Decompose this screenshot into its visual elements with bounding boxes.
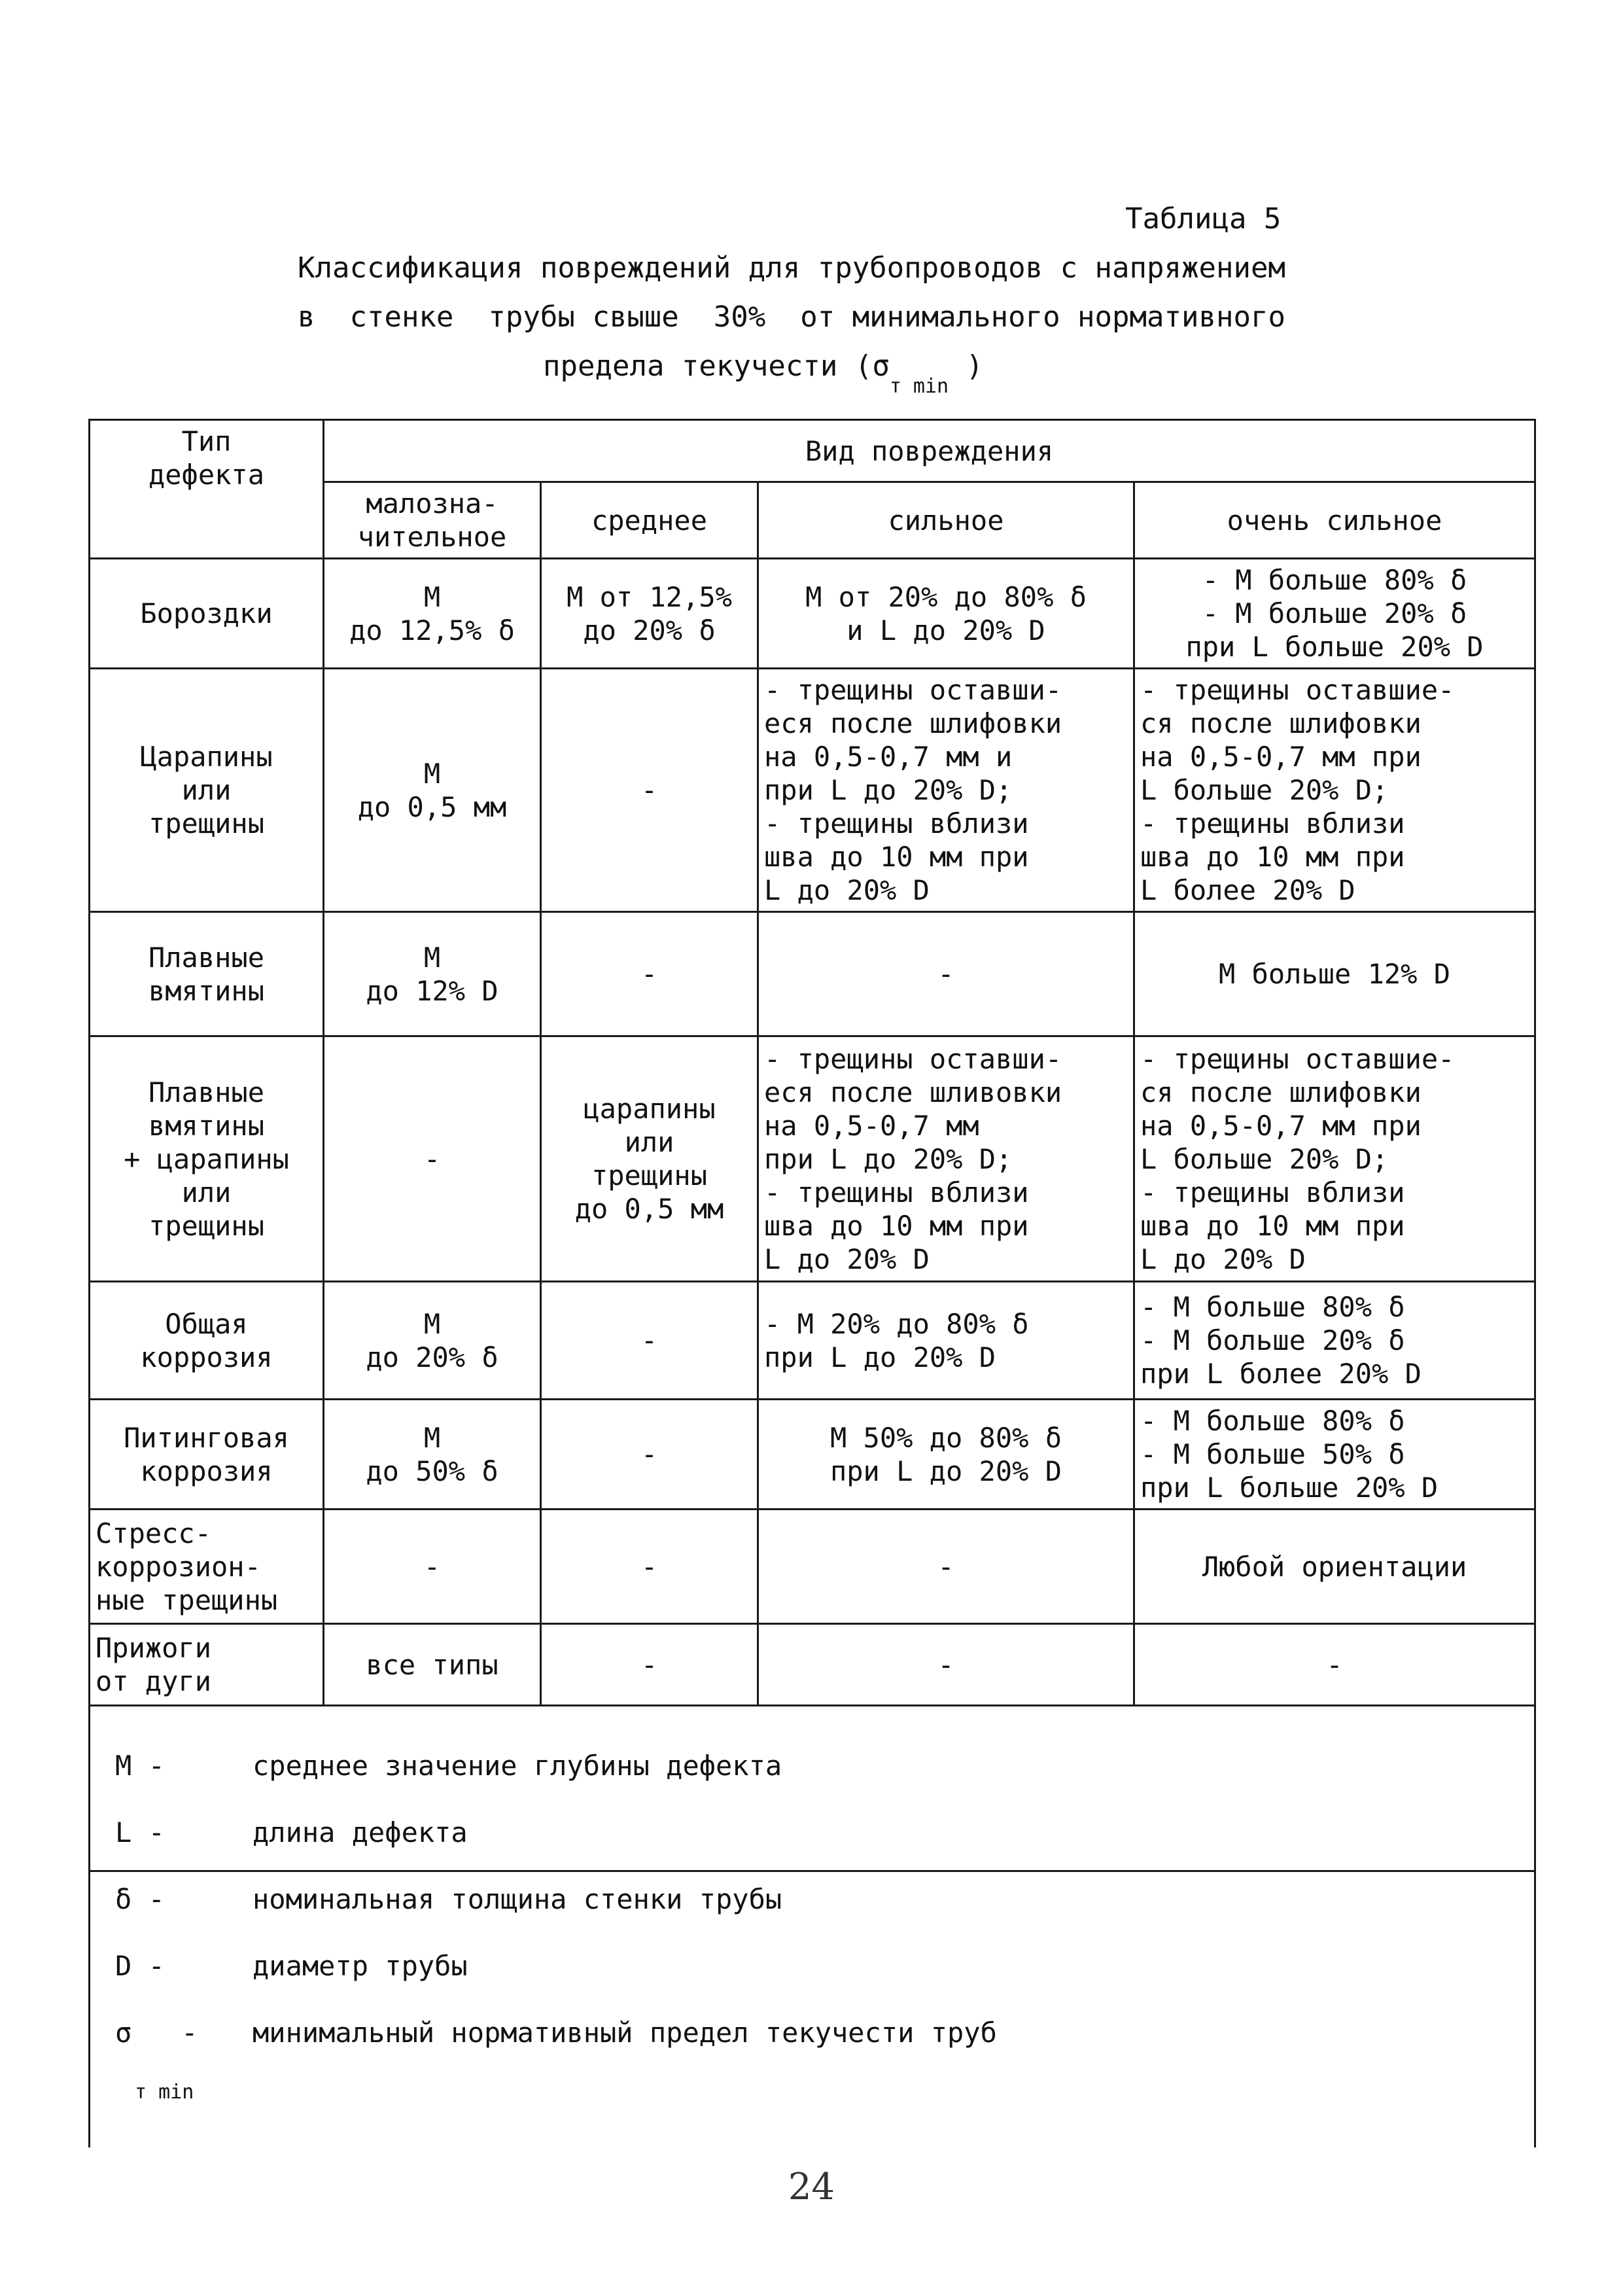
legend-text: среднее значение глубины дефекта	[253, 1750, 782, 1782]
legend-symbol: D -	[115, 1950, 165, 1982]
legend-text: диаметр трубы	[253, 1950, 468, 1982]
header-damage-kind: Вид повреждения	[324, 420, 1535, 482]
cell: М больше 12% D	[1134, 912, 1535, 1036]
legend-text: длина дефекта	[253, 1816, 468, 1848]
cell: М до 0,5 мм	[324, 669, 541, 912]
cell: -	[758, 1510, 1134, 1624]
table-row	[90, 1400, 1535, 1510]
cell: -	[541, 1282, 758, 1400]
cell: М 50% до 80% δ при L до 20% D	[758, 1400, 1134, 1510]
table-caption-line-3	[543, 347, 1623, 398]
table-caption-line-2: в стенке трубы свыше 30% от минимального нормативного	[298, 300, 1285, 334]
caption-text: предела текучести (σ	[543, 349, 890, 383]
row-type: Стресс- коррозион- ные трещины	[90, 1510, 324, 1624]
table-row	[90, 1282, 1535, 1400]
row-type: Плавные вмятины	[90, 912, 324, 1036]
cell: -	[324, 1036, 541, 1282]
cell: -	[541, 669, 758, 912]
legend-item	[115, 1949, 1508, 1983]
row-type: Бороздки	[90, 559, 324, 669]
table-row	[90, 559, 1535, 669]
cell: -	[541, 1624, 758, 1706]
header-level-minor: мaлозна- чительное	[324, 482, 541, 559]
legend-text: номинальная толщина стенки трубы	[253, 1883, 782, 1915]
cell: - трещины оставши- еся после шлифовки на 0,5-0,7 мм и при L до 20% D; - трещины вблизи шва до 10 мм при L до 20% D	[758, 669, 1134, 912]
cell: -	[324, 1510, 541, 1624]
row-type: Прижоги от дуги	[90, 1624, 324, 1706]
cell: - М больше 80% δ - М больше 50% δ при L больше 20% D	[1134, 1400, 1535, 1510]
cell: -	[1134, 1624, 1535, 1706]
cell: - М больше 80% δ - М больше 20% δ при L более 20% D	[1134, 1282, 1535, 1400]
legend	[90, 1706, 1535, 2148]
table-caption-line-1: Классификация повреждений для трубопроводов с напряжением	[298, 251, 1285, 285]
cell: -	[541, 912, 758, 1036]
cell: царапины или трещины до 0,5 мм	[541, 1036, 758, 1282]
header-level-very-severe: очень сильное	[1134, 482, 1535, 559]
cell: все типы	[324, 1624, 541, 1706]
cell: - М больше 80% δ - М больше 20% δ при L больше 20% D	[1134, 559, 1535, 669]
row-type: Царапины или трещины	[90, 669, 324, 912]
table-row	[90, 912, 1535, 1036]
header-level-severe: сильное	[758, 482, 1134, 559]
legend-row	[90, 1706, 1535, 2148]
damage-classification-table	[88, 419, 1534, 2147]
cell: Любой ориентации	[1134, 1510, 1535, 1624]
legend-item	[115, 1882, 1508, 1916]
header-defect-type: Тип дефекта	[90, 420, 324, 559]
table-row	[90, 1624, 1535, 1706]
table-row	[90, 1510, 1535, 1624]
row-type: Питинговая коррозия	[90, 1400, 324, 1510]
cell: - трещины оставшие- ся после шлифовки на 0,5-0,7 мм при L больше 20% D; - трещины вблизи шва до 10 мм при L более 20% D	[1134, 669, 1535, 912]
cell: М от 20% до 80% δ и L до 20% D	[758, 559, 1134, 669]
cell: -	[758, 1624, 1134, 1706]
cell: - трещины оставши- еся после шливовки на 0,5-0,7 мм при L до 20% D; - трещины вблизи шва до 10 мм при L до 20% D	[758, 1036, 1134, 1282]
caption-close: )	[949, 349, 984, 383]
cell: М до 12,5% δ	[324, 559, 541, 669]
legend-symbol: δ -	[115, 1883, 165, 1915]
legend-item	[115, 2016, 1508, 2049]
legend-symbol: L -	[115, 1816, 165, 1848]
legend-symbol: σ -	[115, 2017, 198, 2049]
legend-subscript: т min	[135, 2081, 194, 2104]
cell: - трещины оставшие- ся после шлифовки на 0,5-0,7 мм при L больше 20% D; - трещины вблизи шва до 10 мм при L до 20% D	[1134, 1036, 1535, 1282]
page-number: 24	[788, 2166, 835, 2208]
cell: - М 20% до 80% δ при L до 20% D	[758, 1282, 1134, 1400]
cell: М до 12% D	[324, 912, 541, 1036]
cell: М до 50% δ	[324, 1400, 541, 1510]
cell: -	[758, 912, 1134, 1036]
cell: -	[541, 1400, 758, 1510]
row-type: Общая коррозия	[90, 1282, 324, 1400]
legend-symbol: М -	[115, 1750, 165, 1782]
legend-item	[115, 1749, 1508, 1782]
row-type: Плавные вмятины + царапины или трещины	[90, 1036, 324, 1282]
cell: М до 20% δ	[324, 1282, 541, 1400]
table-number: Таблица 5	[1125, 202, 1282, 236]
header-level-medium: среднее	[541, 482, 758, 559]
legend-text: минимальный нормативный предел текучести труб	[253, 2017, 997, 2049]
legend-item	[115, 1816, 1508, 1849]
bottom-rule	[88, 1870, 1534, 1872]
cell: М от 12,5% до 20% δ	[541, 559, 758, 669]
table-row	[90, 1036, 1535, 1282]
cell: -	[541, 1510, 758, 1624]
caption-subscript: т min	[889, 375, 949, 398]
table-row	[90, 669, 1535, 912]
